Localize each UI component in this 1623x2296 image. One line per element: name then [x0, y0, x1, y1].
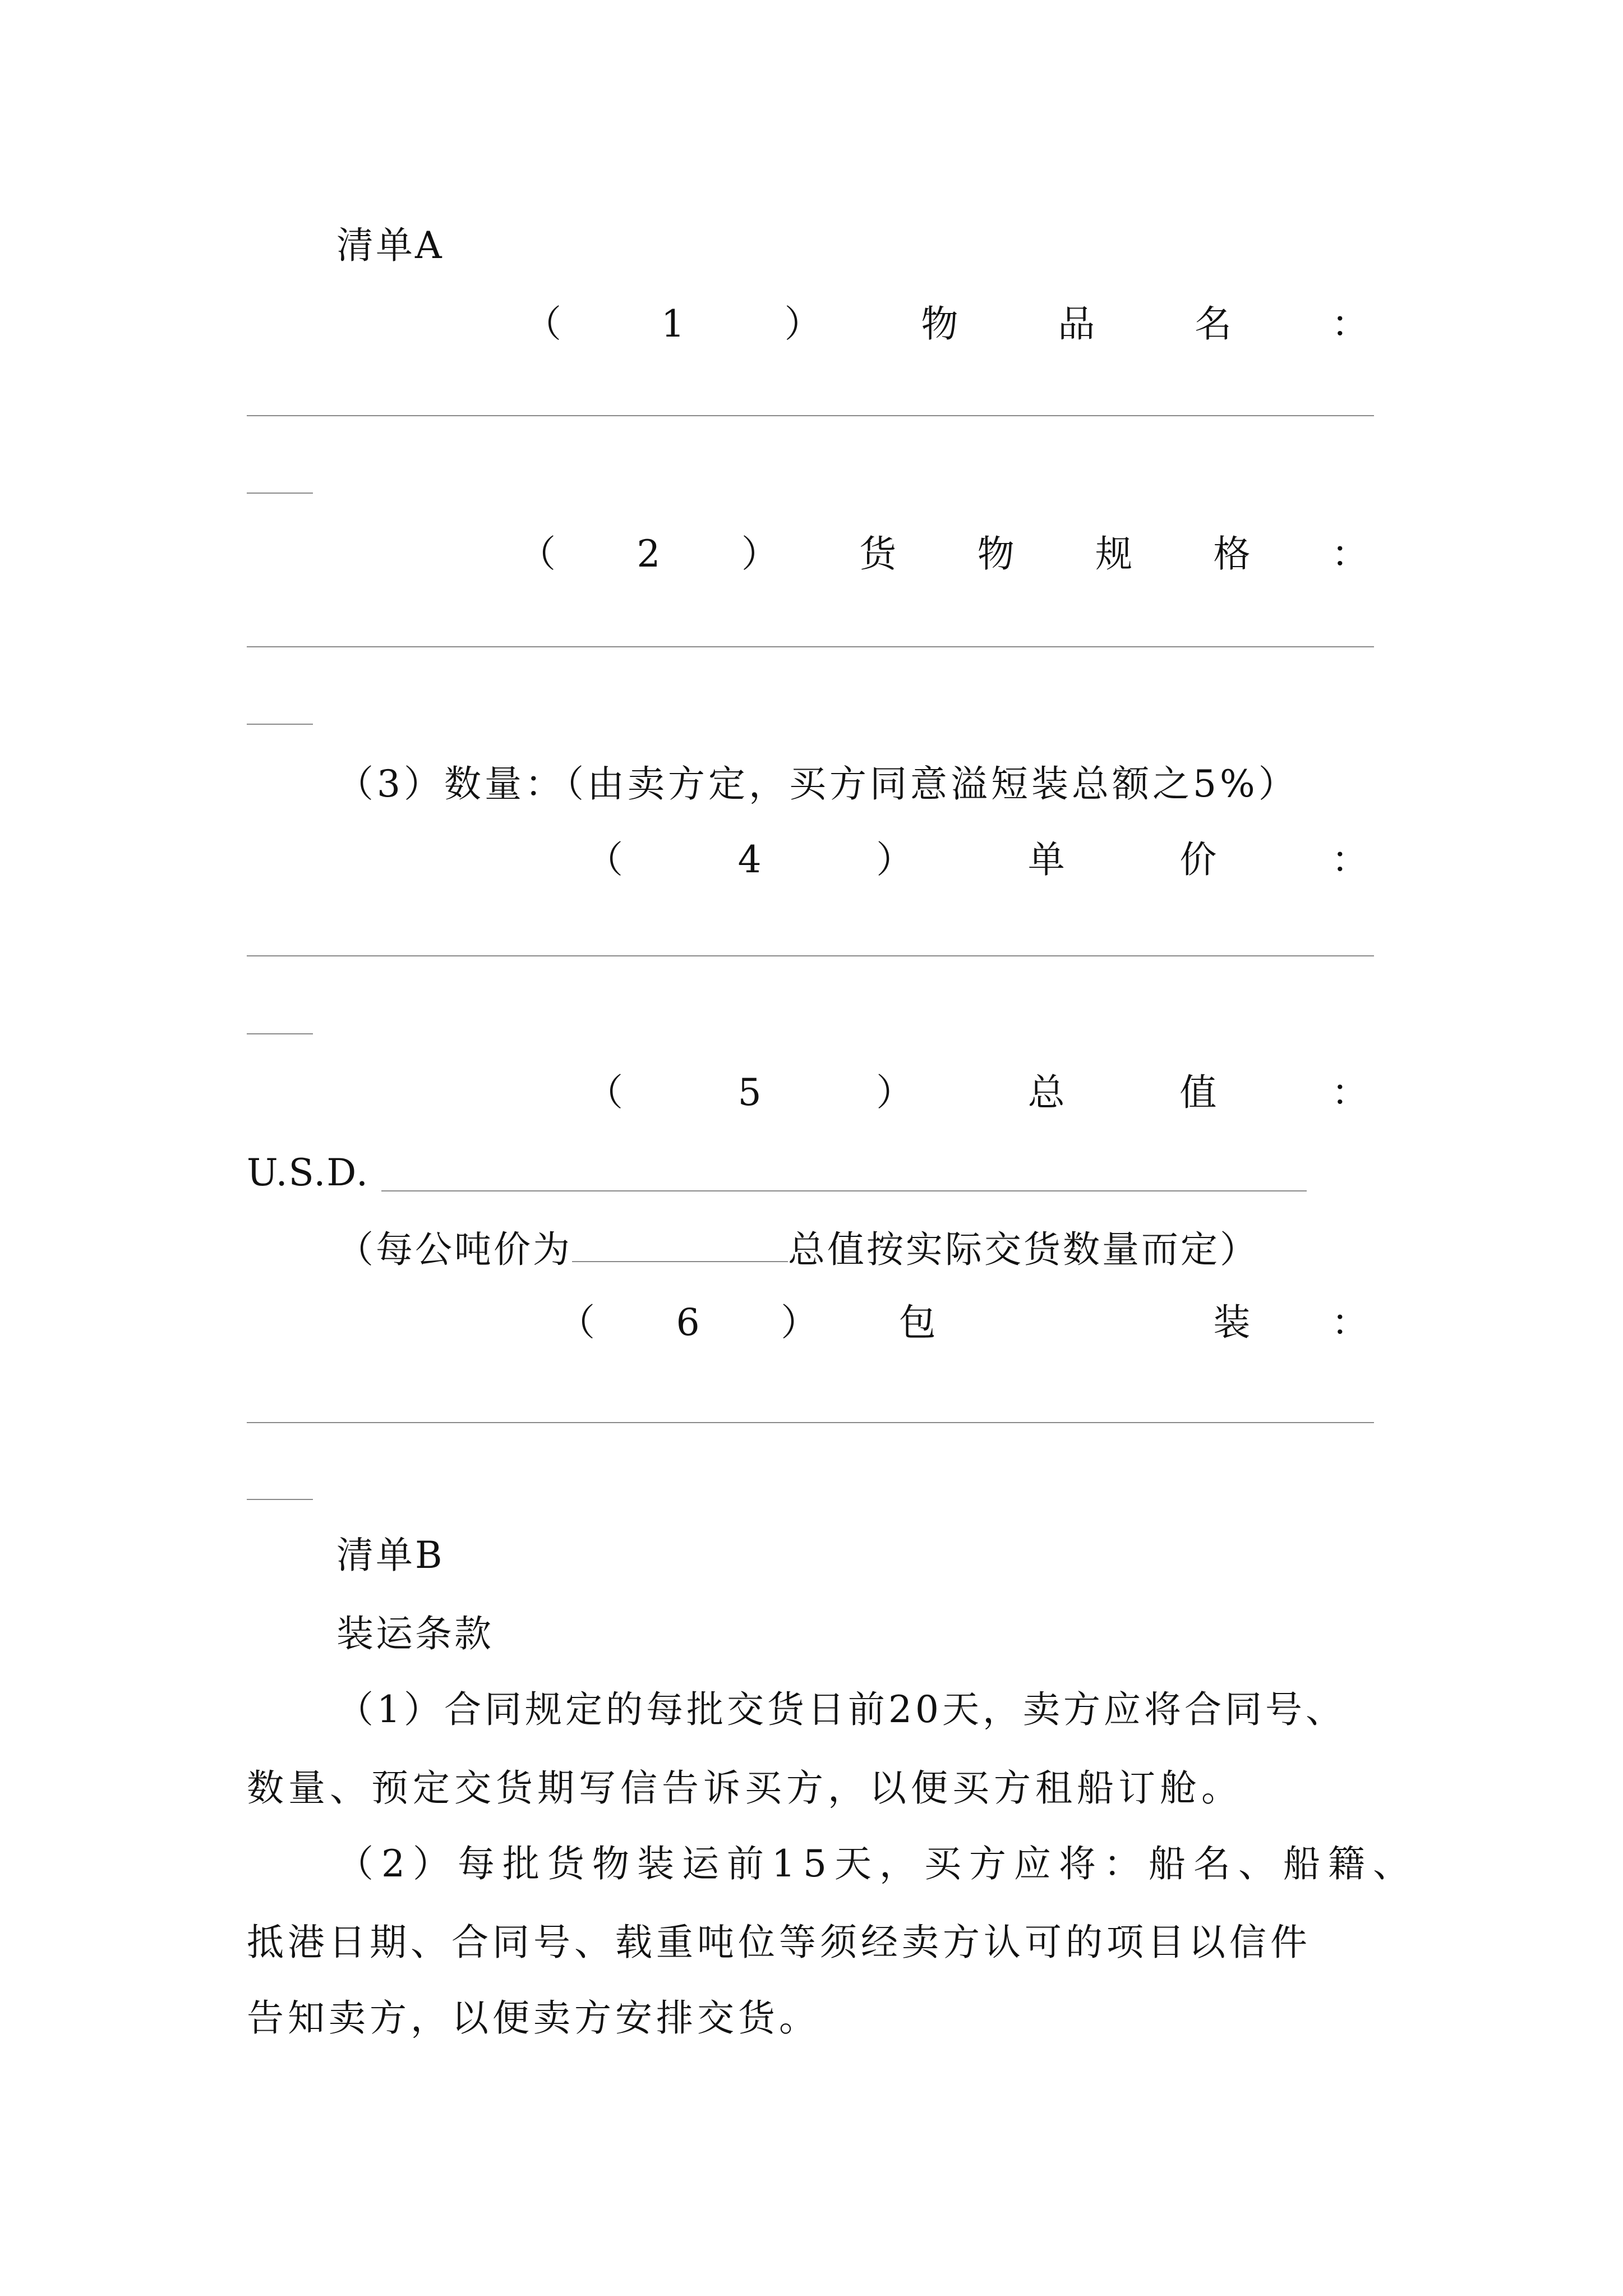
item-2-part: ） — [741, 532, 778, 576]
item-4-part: （ — [586, 838, 623, 881]
item-5-currency: U.S.D. — [247, 1151, 369, 1194]
item-4-part: ） — [876, 838, 914, 881]
item-6-part: ） — [781, 1301, 818, 1344]
item-5-part: 总 — [1027, 1071, 1065, 1114]
item-2-part: 规 — [1095, 532, 1133, 576]
item-1-part: ： — [1331, 302, 1368, 346]
item-6-part: （ — [558, 1301, 595, 1344]
list-b-heading: 清单B — [336, 1534, 445, 1577]
item-6-blank-line — [247, 1422, 1374, 1423]
item-1-blank-line — [247, 415, 1374, 416]
item-2-part: 物 — [977, 532, 1015, 576]
item-2-label — [519, 532, 1368, 576]
item-6-label — [558, 1301, 1368, 1344]
clause-2-line-1: （2）每批货物装运前15天，买方应将：船名、船籍、 — [336, 1842, 1418, 1885]
item-2-part: 货 — [859, 532, 897, 576]
item-4-part: 价 — [1179, 838, 1217, 881]
item-4-blank-line-tail — [247, 1033, 313, 1034]
item-1-label — [524, 302, 1368, 346]
item-2-part: 2 — [637, 532, 661, 576]
item-1-part: 名 — [1195, 302, 1232, 346]
item-6-part: 装 — [1213, 1301, 1251, 1344]
item-5-amount-line — [381, 1190, 1307, 1191]
item-5-part: ） — [876, 1071, 914, 1114]
item-2-blank-line-tail — [247, 724, 313, 725]
item-4-part: 4 — [737, 838, 762, 881]
shipping-terms-heading: 装运条款 — [336, 1612, 494, 1655]
item-5-part: （ — [586, 1071, 623, 1114]
list-a-heading: 清单A — [336, 224, 444, 267]
item-4-label — [586, 838, 1368, 881]
item-5-note-prefix: （每公吨价为 — [336, 1228, 572, 1271]
item-5-part: 值 — [1179, 1071, 1217, 1114]
item-1-part: ） — [784, 302, 822, 346]
clause-2-line-2: 抵港日期、合同号、载重吨位等须经卖方认可的项目以信件 — [247, 1921, 1311, 1964]
item-4-part: ： — [1331, 838, 1368, 881]
item-5-part: 5 — [737, 1071, 762, 1114]
clause-1-line-1: （1）合同规定的每批交货日前20天，卖方应将合同号、 — [336, 1688, 1346, 1731]
item-2-part: ： — [1331, 532, 1368, 576]
item-1-part: 物 — [921, 302, 958, 346]
item-1-part: 1 — [661, 302, 685, 346]
item-1-part: （ — [524, 302, 561, 346]
item-6-part: ： — [1331, 1301, 1368, 1344]
item-3-quantity: （3）数量：（由卖方定，买方同意溢短装总额之5%） — [336, 762, 1299, 806]
clause-1-line-2: 数量、预定交货期写信告诉买方，以便买方租船订舱。 — [247, 1766, 1243, 1810]
item-6-blank-line-tail — [247, 1499, 313, 1500]
item-5-part: ： — [1331, 1071, 1368, 1114]
item-5-note-suffix: 总值按实际交货数量而定） — [788, 1228, 1259, 1271]
item-6-part: 包 — [898, 1301, 936, 1344]
item-4-blank-line — [247, 955, 1374, 956]
item-5-note — [336, 1228, 1259, 1271]
item-1-blank-line-tail — [247, 493, 313, 494]
clause-2-line-3: 告知卖方，以便卖方安排交货。 — [247, 1996, 820, 2040]
item-1-part: 品 — [1058, 302, 1095, 346]
item-6-part: 6 — [676, 1301, 700, 1344]
item-5-label — [586, 1071, 1368, 1114]
item-2-part: 格 — [1213, 532, 1251, 576]
item-4-part: 单 — [1027, 838, 1065, 881]
item-2-blank-line — [247, 646, 1374, 647]
price-per-ton-blank — [572, 1258, 788, 1262]
item-2-part: （ — [519, 532, 556, 576]
